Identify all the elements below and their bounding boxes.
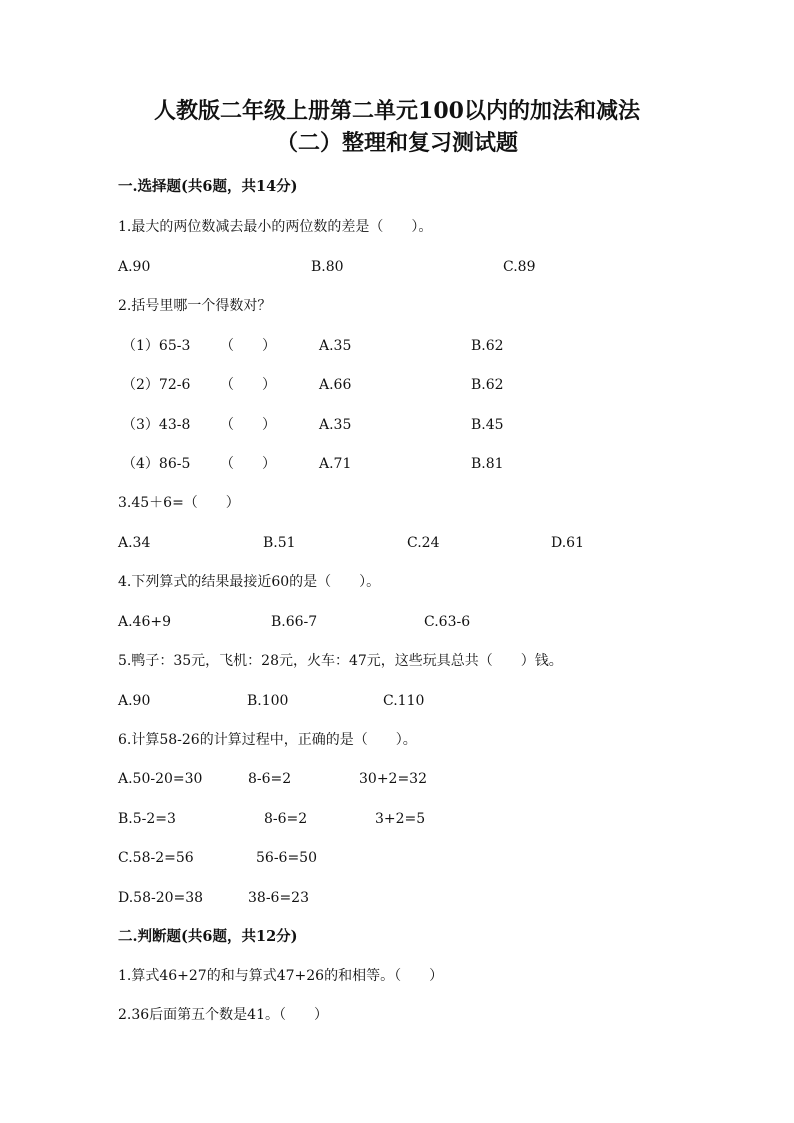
option-a: A.34 bbox=[118, 535, 151, 551]
option-label: C.58-2=56 bbox=[118, 850, 194, 866]
option-step-2: 38-6=23 bbox=[248, 890, 309, 906]
option-d: D.61 bbox=[551, 535, 584, 551]
sub-question-expression: （1）65-3 bbox=[122, 338, 191, 354]
title-line-2: （二）整理和复习测试题 bbox=[275, 130, 518, 156]
title-line-1: 人教版二年级上册第二单元100以内的加法和减法 bbox=[154, 98, 640, 124]
question-stem: 2.36后面第五个数是41。（ ） bbox=[118, 1007, 328, 1023]
option-step-3: 3+2=5 bbox=[375, 811, 426, 827]
option-label: A.50-20=30 bbox=[118, 771, 203, 787]
option-a: A.90 bbox=[118, 259, 151, 275]
answer-blank: （ ） bbox=[220, 456, 276, 472]
option-b: B.51 bbox=[263, 535, 296, 551]
option-b: B.66-7 bbox=[271, 614, 318, 630]
option-a: A.71 bbox=[319, 456, 352, 472]
option-c: C.110 bbox=[383, 693, 425, 709]
sub-question-expression: （2）72-6 bbox=[122, 377, 191, 393]
question-stem: 1.算式46+27的和与算式47+26的和相等。（ ） bbox=[118, 968, 444, 984]
option-c: C.24 bbox=[407, 535, 440, 551]
answer-blank: （ ） bbox=[220, 417, 276, 433]
question-stem: 5.鸭子：35元，飞机：28元，火车：47元，这些玩具总共（ ）钱。 bbox=[118, 653, 563, 669]
question-stem: 3.45＋6=（ ） bbox=[118, 495, 240, 511]
option-b: B.80 bbox=[311, 259, 344, 275]
option-step-3: 30+2=32 bbox=[359, 771, 427, 787]
option-a: A.90 bbox=[118, 693, 151, 709]
question-stem: 1.最大的两位数减去最小的两位数的差是（ ）。 bbox=[118, 219, 433, 235]
question-stem: 6.计算58-26的计算过程中，正确的是（ ）。 bbox=[118, 732, 417, 748]
option-b: B.62 bbox=[471, 338, 504, 354]
option-a: A.66 bbox=[319, 377, 352, 393]
sub-question-expression: （4）86-5 bbox=[122, 456, 191, 472]
section-heading-choice: 一.选择题(共6题，共14分) bbox=[118, 178, 298, 195]
option-c: C.89 bbox=[503, 259, 536, 275]
question-stem: 2.括号里哪一个得数对？ bbox=[118, 298, 272, 314]
sub-question-expression: （3）43-8 bbox=[122, 417, 191, 433]
option-c: C.63-6 bbox=[424, 614, 471, 630]
option-label: B.5-2=3 bbox=[118, 811, 176, 827]
option-b: B.100 bbox=[247, 693, 289, 709]
answer-blank: （ ） bbox=[220, 377, 276, 393]
option-step-2: 8-6=2 bbox=[264, 811, 308, 827]
option-a: A.35 bbox=[319, 417, 352, 433]
answer-blank: （ ） bbox=[220, 338, 276, 354]
option-b: B.81 bbox=[471, 456, 504, 472]
option-a: A.35 bbox=[319, 338, 352, 354]
option-b: B.62 bbox=[471, 377, 504, 393]
option-label: D.58-20=38 bbox=[118, 890, 204, 906]
option-step-2: 56-6=50 bbox=[256, 850, 317, 866]
option-b: B.45 bbox=[471, 417, 504, 433]
question-stem: 4.下列算式的结果最接近60的是（ ）。 bbox=[118, 574, 381, 590]
option-a: A.46+9 bbox=[118, 614, 172, 630]
option-step-2: 8-6=2 bbox=[248, 771, 292, 787]
section-heading-judgement: 二.判断题(共6题，共12分) bbox=[118, 928, 298, 945]
